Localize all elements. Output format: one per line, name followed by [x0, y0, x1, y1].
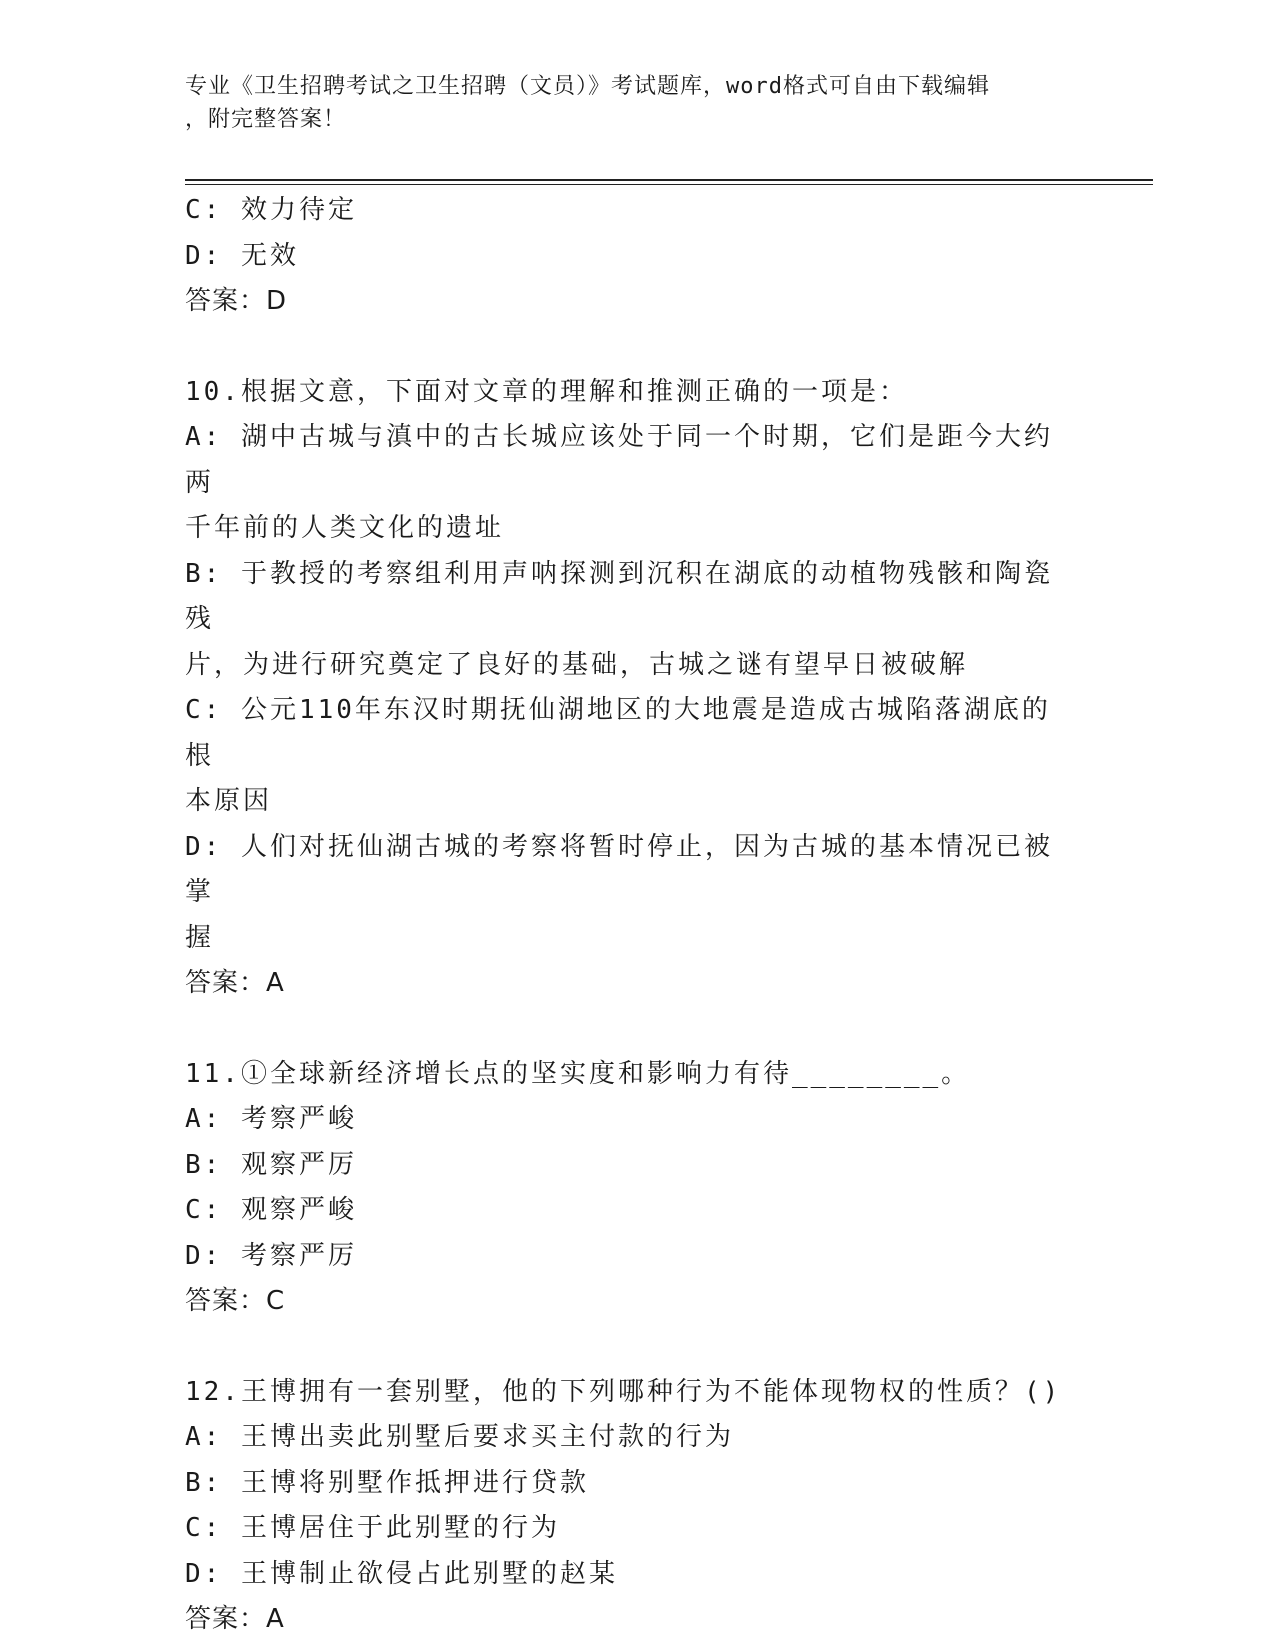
option-a: A: 考察严峻 — [185, 1104, 357, 1134]
option-d: D: 考察严厉 — [185, 1240, 357, 1271]
option-b: B: 观察严厉 — [185, 1149, 357, 1180]
option-d-cont: 握 — [185, 922, 215, 953]
option-b-cont: 片，为进行研究奠定了良好的基础，古城之谜有望早日被破解 — [185, 649, 969, 680]
option-c: C: 王博居住于此别墅的行为 — [185, 1513, 560, 1543]
answer: 答案：D — [185, 286, 288, 316]
option-c: C: 效力待定 — [185, 195, 357, 225]
question-stem: 11.①全球新经济增长点的坚实度和影响力有待________。 — [185, 1058, 971, 1089]
option-c-cont: 本原因 — [185, 786, 273, 816]
question-11 — [185, 1052, 1065, 1325]
header-rule-thick — [185, 179, 1153, 181]
option-b: B: 于教授的考察组利用声呐探测到沉积在湖底的动植物残骸和陶瓷残 — [185, 558, 1053, 634]
option-a-cont: 千年前的人类文化的遗址 — [185, 513, 505, 543]
header-line-1: 专业《卫生招聘考试之卫生招聘（文员）》考试题库，word格式可自由下载编辑 — [185, 74, 990, 99]
option-d: D: 王博制止欲侵占此别墅的赵某 — [185, 1558, 618, 1589]
answer: 答案：C — [185, 1286, 286, 1316]
option-c: C: 公元110年东汉时期抚仙湖地区的大地震是造成古城陷落湖底的根 — [185, 695, 1051, 771]
prev-question — [185, 188, 1065, 325]
document-body — [185, 188, 1065, 1643]
answer: 答案：A — [185, 1604, 285, 1634]
header-line-2: ，附完整答案！ — [185, 107, 347, 132]
question-stem: 12.王博拥有一套别墅，他的下列哪种行为不能体现物权的性质？() — [185, 1376, 1062, 1407]
question-12 — [185, 1370, 1065, 1643]
header-rule-thin — [185, 184, 1153, 185]
answer: 答案：A — [185, 968, 285, 998]
option-b: B: 王博将别墅作抵押进行贷款 — [185, 1467, 589, 1498]
question-stem: 10.根据文意，下面对文章的理解和推测正确的一项是： — [185, 376, 908, 407]
question-10 — [185, 370, 1065, 1007]
option-a: A: 湖中古城与滇中的古长城应该处于同一个时期，它们是距今大约两 — [185, 422, 1053, 498]
document-header — [185, 70, 1065, 136]
option-d: D: 人们对抚仙湖古城的考察将暂时停止，因为古城的基本情况已被掌 — [185, 831, 1053, 907]
option-a: A: 王博出卖此别墅后要求买主付款的行为 — [185, 1422, 734, 1452]
option-d: D: 无效 — [185, 240, 299, 271]
option-c: C: 观察严峻 — [185, 1195, 357, 1225]
